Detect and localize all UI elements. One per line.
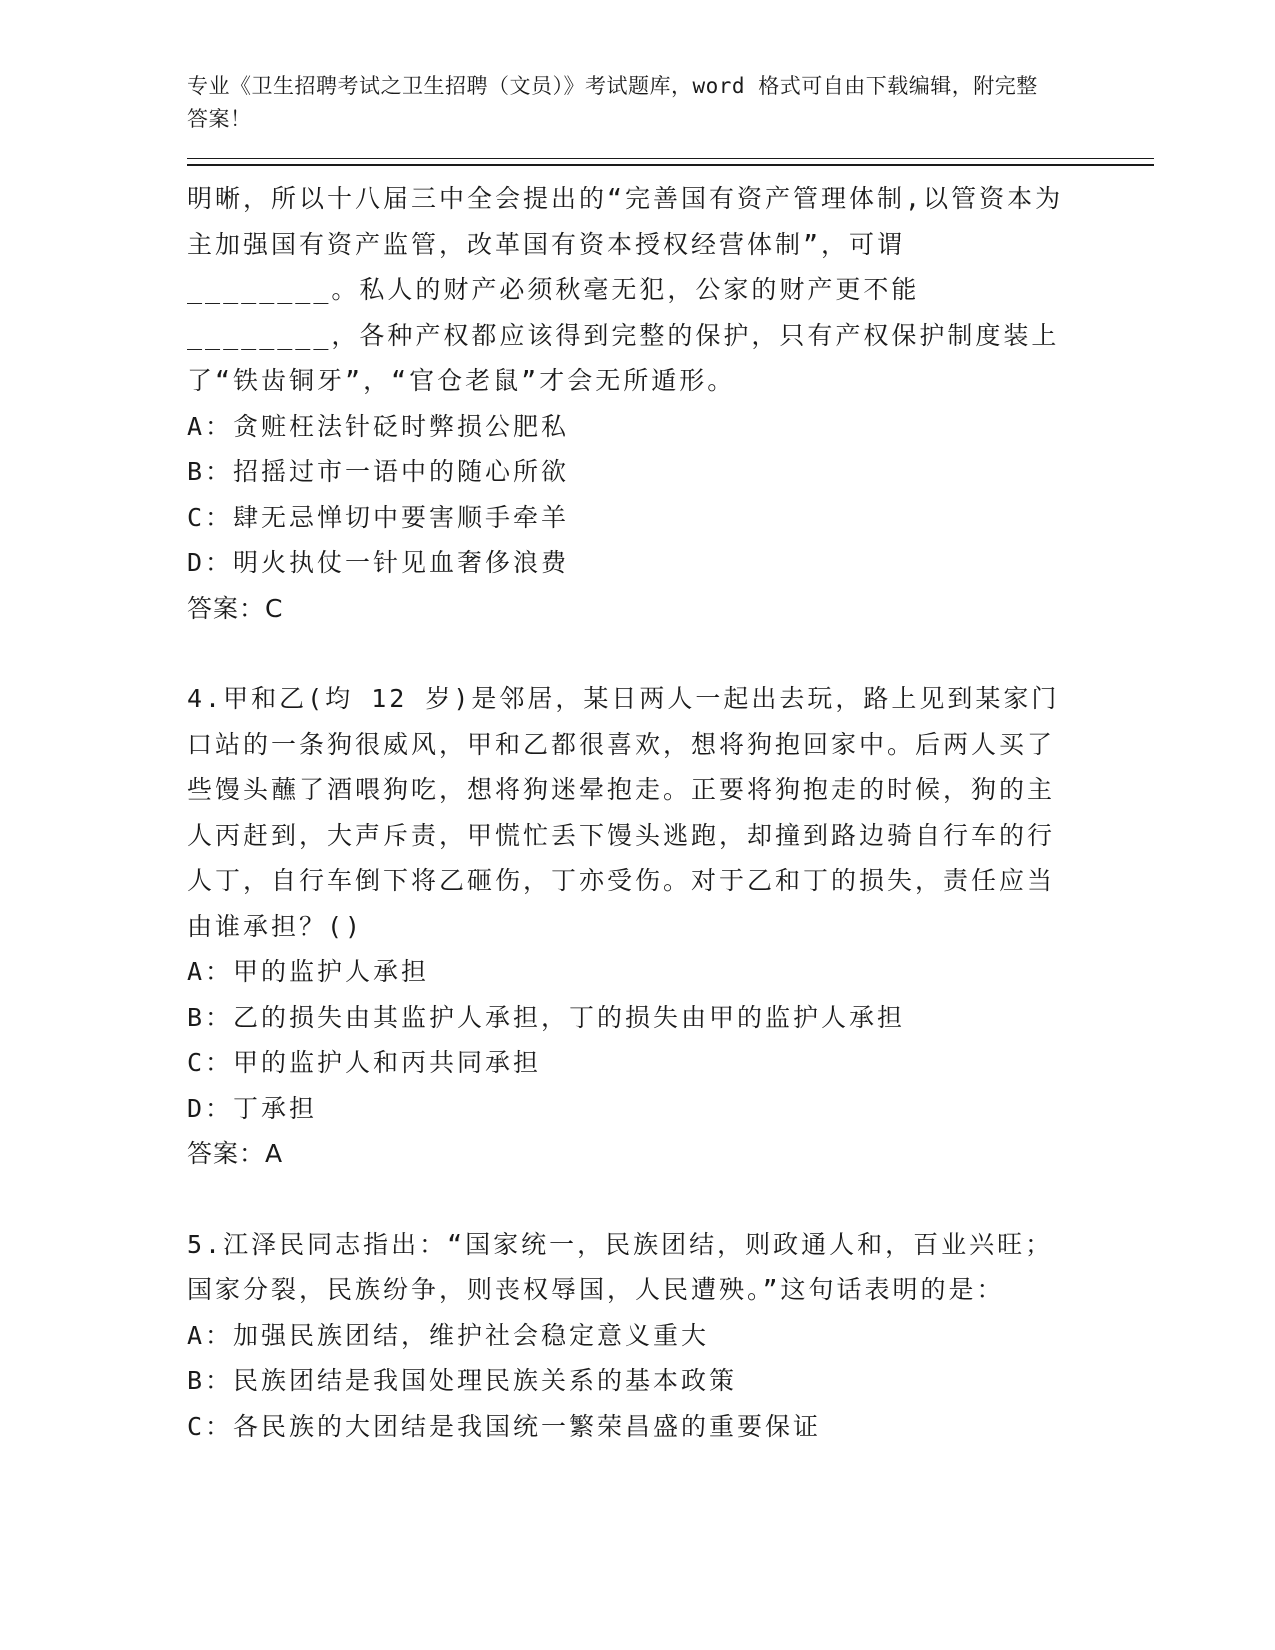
answer-line: 答案：C	[187, 593, 284, 623]
option-c: C：肆无忌惮切中要害顺手牵羊	[187, 502, 570, 532]
question-item	[187, 1222, 1067, 1450]
option-a: A：甲的监护人承担	[187, 957, 430, 986]
page-header: 专业《卫生招聘考试之卫生招聘（文员）》考试题库，word 格式可自由下载编辑，附完整答案！	[187, 74, 1038, 131]
document-page	[187, 70, 1067, 1449]
option-d: D：丁承担	[187, 1093, 318, 1123]
question-item	[187, 676, 1067, 1177]
question-stem: 5.江泽民同志指出：“国家统一，民族团结，则政通人和，百业兴旺；国家分裂，民族纷争，则丧权辱国，人民遭殃。”这句话表明的是：	[187, 1229, 1054, 1304]
answer-line: 答案：A	[187, 1139, 284, 1168]
question-stem: 明晰，所以十八届三中全会提出的“完善国有资产管理体制,以管资本为主加强国有资产监管，改革国有资本授权经营体制”，可谓________。私人的财产必须秋毫无犯，公家的财产更不能________，各种产权都应该得到完整的保护，只有产权保护制度装上了“铁齿铜牙”，“官仓老鼠”才会无所遁形。	[187, 184, 1064, 395]
option-c: C：各民族的大团结是我国统一繁荣昌盛的重要保证	[187, 1411, 822, 1441]
option-a: A：加强民族团结，维护社会稳定意义重大	[187, 1320, 710, 1350]
option-c: C：甲的监护人和丙共同承担	[187, 1048, 542, 1077]
question-spacer	[187, 631, 1067, 676]
question-item	[187, 176, 1067, 631]
question-list	[187, 176, 1067, 1449]
option-d: D：明火执仗一针见血奢侈浪费	[187, 548, 570, 577]
option-a: A：贪赃枉法针砭时弊损公肥私	[187, 411, 570, 441]
option-b: B：招摇过市一语中的随心所欲	[187, 457, 570, 486]
option-b: B：乙的损失由其监护人承担，丁的损失由甲的监护人承担	[187, 1002, 906, 1032]
question-spacer	[187, 1177, 1067, 1222]
question-stem: 4.甲和乙(均 12 岁)是邻居，某日两人一起出去玩，路上见到某家门口站的一条狗很威风，甲和乙都很喜欢，想将狗抱回家中。后两人买了些馒头蘸了酒喂狗吃，想将狗迷晕抱走。正要将狗抱走的时候，狗的主人丙赶到，大声斥责，甲慌忙丢下馒头逃跑，却撞到路边骑自行车的行人丁，自行车倒下将乙砸伤，丁亦受伤。对于乙和丁的损失，责任应当由谁承担？()	[187, 684, 1060, 941]
header-divider	[187, 158, 1154, 166]
option-b: B：民族团结是我国处理民族关系的基本政策	[187, 1366, 738, 1395]
